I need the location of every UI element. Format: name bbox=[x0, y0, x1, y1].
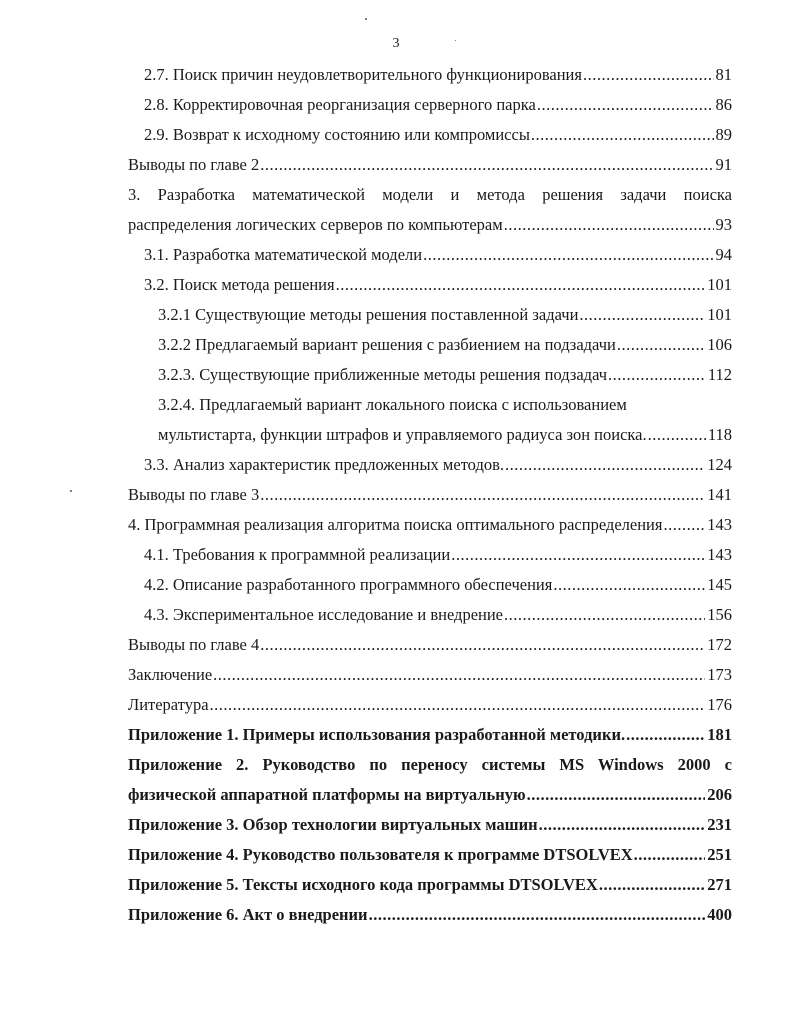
toc-entry-page: 81 bbox=[715, 65, 732, 84]
toc-entry-title: 2.8. Корректировочная реорганизация серверного парка bbox=[144, 95, 536, 114]
dot-leader bbox=[505, 450, 705, 480]
toc-entry-page: 91 bbox=[715, 155, 732, 174]
toc-entry[interactable] bbox=[128, 420, 732, 450]
toc-entry[interactable] bbox=[128, 510, 732, 540]
dot-leader bbox=[531, 120, 714, 150]
toc-entry-page: 89 bbox=[715, 125, 732, 144]
toc-entry-title: 3.2. Поиск метода решения bbox=[144, 275, 335, 294]
toc-entry-page: 172 bbox=[707, 635, 732, 654]
toc-entry-line1[interactable]: 3. Разработка математической модели и метода решения задачи поиска bbox=[128, 185, 732, 204]
toc-entry[interactable] bbox=[128, 600, 732, 630]
toc-entry[interactable] bbox=[128, 570, 732, 600]
toc-entry-page: 101 bbox=[707, 305, 732, 324]
toc-entry[interactable] bbox=[128, 330, 732, 360]
dot-leader bbox=[210, 690, 706, 720]
toc-entry-line1[interactable]: Приложение 2. Руководство по переносу системы MS Windows 2000 с bbox=[128, 755, 732, 774]
dot-leader bbox=[626, 720, 705, 750]
toc-entry-title: Приложение 4. Руководство пользователя к программе DTSOLVEX bbox=[128, 845, 633, 864]
toc-entry-title: Приложение 5. Тексты исходного кода программы DTSOLVEX bbox=[128, 875, 598, 894]
toc-entry-page: 118 bbox=[707, 425, 732, 444]
toc-entry-title: Заключение bbox=[128, 665, 213, 684]
toc-entry-page: 94 bbox=[715, 245, 732, 264]
toc-entry-title: Приложение 3. Обзор технологии виртуальных машин bbox=[128, 815, 538, 834]
toc-entry-page: 86 bbox=[715, 95, 732, 114]
dot-leader bbox=[539, 810, 706, 840]
toc-entry-title: Литература bbox=[128, 695, 209, 714]
toc-entry-title: 3.3. Анализ характеристик предложенных методов. bbox=[144, 455, 505, 474]
toc-entry[interactable] bbox=[128, 240, 732, 270]
toc-entry[interactable] bbox=[128, 870, 732, 900]
toc-entry-title: 3.2.3. Существующие приближенные методы решения подзадач bbox=[158, 365, 608, 384]
table-of-contents bbox=[128, 60, 732, 930]
toc-entry-page: 251 bbox=[707, 845, 732, 864]
dot-leader bbox=[504, 600, 705, 630]
dot-leader bbox=[423, 240, 713, 270]
toc-entry-page: 400 bbox=[707, 905, 732, 924]
toc-entry-title: 2.9. Возврат к исходному состоянию или компромиссы bbox=[144, 125, 530, 144]
dot-leader bbox=[583, 60, 714, 90]
toc-entry-title: Выводы по главе 4 bbox=[128, 635, 260, 654]
toc-entry-title: 3.1. Разработка математической модели bbox=[144, 245, 423, 264]
dot-leader bbox=[369, 900, 706, 930]
toc-entry[interactable] bbox=[128, 780, 732, 810]
dot-leader bbox=[579, 300, 705, 330]
toc-entry-page: 112 bbox=[707, 365, 732, 384]
toc-entry-title: Выводы по главе 2 bbox=[128, 155, 260, 174]
toc-entry[interactable] bbox=[128, 90, 732, 120]
toc-entry-page: 101 bbox=[707, 275, 732, 294]
toc-entry-page: 145 bbox=[707, 575, 732, 594]
toc-entry-page: 176 bbox=[707, 695, 732, 714]
dot-leader bbox=[504, 210, 714, 240]
toc-entry[interactable] bbox=[128, 720, 732, 750]
toc-entry-title: 4. Программная реализация алгоритма поиска оптимального распределения bbox=[128, 515, 663, 534]
toc-entry[interactable] bbox=[128, 810, 732, 840]
page-number: 3 bbox=[392, 36, 400, 51]
toc-entry[interactable] bbox=[128, 630, 732, 660]
toc-entry[interactable] bbox=[128, 120, 732, 150]
toc-entry[interactable] bbox=[128, 360, 732, 390]
scan-speck bbox=[365, 18, 367, 20]
toc-entry-title: 2.7. Поиск причин неудовлетворительного функционирования bbox=[144, 65, 582, 84]
toc-entry[interactable] bbox=[128, 150, 732, 180]
toc-entry-title: мультистарта, функции штрафов и управляемого радиуса зон поиска. bbox=[158, 425, 647, 444]
toc-entry-title: Выводы по главе 3 bbox=[128, 485, 260, 504]
toc-entry-page: 141 bbox=[707, 485, 732, 504]
toc-entry-title: 3.2.2 Предлагаемый вариант решения с разбиением на подзадачи bbox=[158, 335, 616, 354]
toc-entry[interactable] bbox=[128, 540, 732, 570]
toc-entry-title: распределения логических серверов по компьютерам bbox=[128, 215, 503, 234]
toc-entry-page: 206 bbox=[707, 785, 732, 804]
toc-entry-title: 3.2.1 Существующие методы решения поставленной задачи bbox=[158, 305, 579, 324]
toc-entry-title: Приложение 6. Акт о внедрении bbox=[128, 905, 368, 924]
dot-leader bbox=[260, 630, 705, 660]
toc-entry-title: 4.2. Описание разработанного программного обеспечения bbox=[144, 575, 553, 594]
toc-entry-title: 4.3. Экспериментальное исследование и внедрение bbox=[144, 605, 503, 624]
toc-entry-title: Приложение 1. Примеры использования разработанной методики. bbox=[128, 725, 626, 744]
toc-entry[interactable] bbox=[128, 480, 732, 510]
toc-entry-line1[interactable]: 3.2.4. Предлагаемый вариант локального поиска с использованием bbox=[158, 395, 627, 414]
toc-entry[interactable] bbox=[128, 60, 732, 90]
dot-leader bbox=[527, 780, 706, 810]
dot-leader bbox=[336, 270, 706, 300]
toc-entry[interactable] bbox=[128, 900, 732, 930]
dot-leader bbox=[608, 360, 706, 390]
dot-leader bbox=[648, 420, 706, 450]
toc-entry[interactable] bbox=[128, 450, 732, 480]
toc-entry[interactable] bbox=[128, 300, 732, 330]
scan-speck bbox=[70, 490, 72, 492]
dot-leader bbox=[537, 90, 714, 120]
dot-leader bbox=[663, 510, 705, 540]
toc-entry-page: 143 bbox=[707, 515, 732, 534]
toc-entry[interactable] bbox=[128, 690, 732, 720]
toc-entry-page: 181 bbox=[707, 725, 732, 744]
dot-leader bbox=[634, 840, 706, 870]
toc-entry[interactable] bbox=[128, 270, 732, 300]
dot-leader bbox=[213, 660, 705, 690]
dot-leader bbox=[260, 480, 705, 510]
dot-leader bbox=[553, 570, 705, 600]
dot-leader bbox=[260, 150, 713, 180]
toc-entry[interactable] bbox=[128, 210, 732, 240]
toc-entry-title: физической аппаратной платформы на виртуальную bbox=[128, 785, 526, 804]
toc-entry[interactable] bbox=[128, 840, 732, 870]
toc-entry-page: 173 bbox=[707, 665, 732, 684]
toc-entry[interactable] bbox=[128, 660, 732, 690]
toc-entry-page: 93 bbox=[715, 215, 732, 234]
toc-entry-page: 143 bbox=[707, 545, 732, 564]
dot-leader bbox=[599, 870, 705, 900]
dot-leader bbox=[451, 540, 705, 570]
toc-entry-page: 106 bbox=[707, 335, 732, 354]
toc-entry-page: 156 bbox=[707, 605, 732, 624]
dot-leader bbox=[617, 330, 705, 360]
toc-entry-page: 271 bbox=[707, 875, 732, 894]
toc-entry-page: 231 bbox=[707, 815, 732, 834]
toc-entry-title: 4.1. Требования к программной реализации bbox=[144, 545, 451, 564]
toc-entry-page: 124 bbox=[707, 455, 732, 474]
